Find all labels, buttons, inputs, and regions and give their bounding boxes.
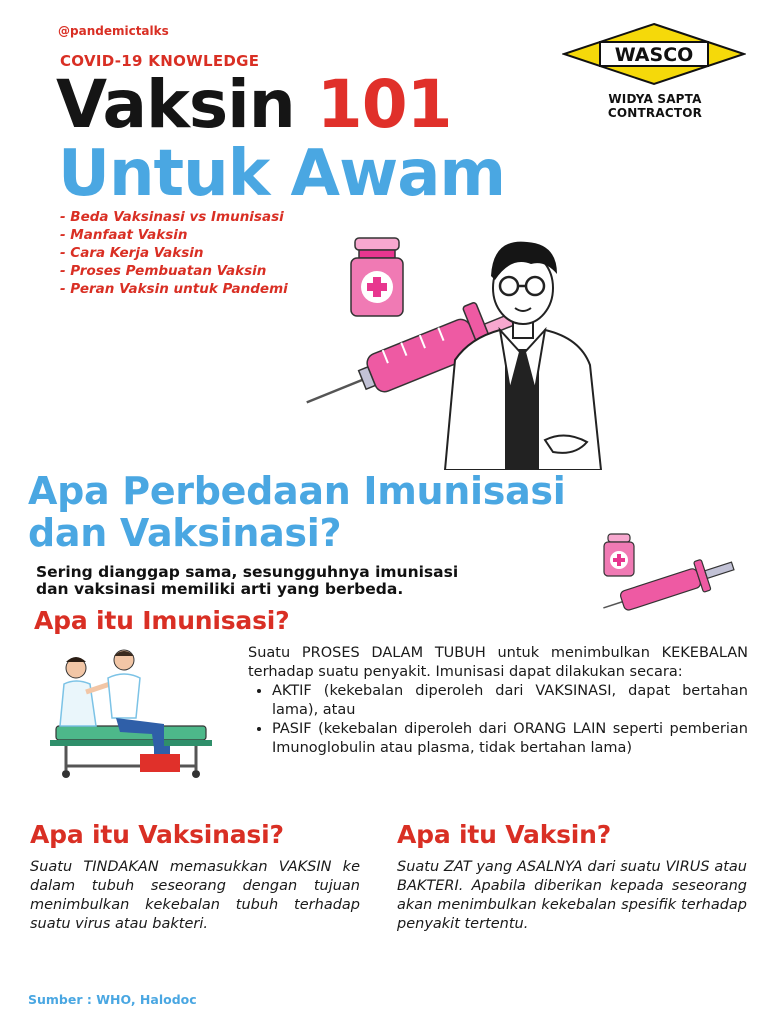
imunisasi-type-item: • PASIF (kekebalan diperoleh dari ORANG LAIN seperti pemberian Imunoglobulin atau plasma, tidak bertahan lama) [272, 720, 748, 758]
topic-item: - Manfaat Vaksin [60, 227, 188, 243]
difference-heading-line1: Apa Perbedaan Imunisasi [28, 469, 566, 513]
main-title-line1 [56, 66, 452, 143]
imunisasi-heading: Apa itu Imunisasi? [34, 606, 290, 635]
topic-item: - Beda Vaksinasi vs Imunisasi [60, 209, 284, 225]
logo-subtitle: WIDYA SAPTA CONTRACTOR [607, 92, 703, 120]
topic-item: - Cara Kerja Vaksin [60, 245, 204, 261]
wasco-logo [562, 22, 746, 86]
small-syringe-illustration [598, 530, 743, 612]
logo-wordmark: WASCO [614, 44, 694, 66]
difference-heading [28, 470, 565, 554]
imunisasi-type-item: • AKTIF (kekebalan diperoleh dari VAKSINASI, dapat bertahan lama), atau [272, 682, 748, 720]
vaksinasi-definition: Suatu TINDAKAN memasukkan VAKSIN ke dalam tubuh seseorang dengan tujuan menimbulkan kekebalan tubuh terhadap suatu virus atau bakteri. [30, 859, 360, 932]
social-handle: @pandemictalks [58, 24, 169, 38]
vaksin-heading: Apa itu Vaksin? [397, 820, 612, 849]
source-credit: Sumber : WHO, Halodoc [28, 992, 197, 1007]
imunisasi-types [248, 682, 748, 758]
doctor-syringe-illustration [295, 230, 615, 470]
difference-intro [36, 564, 576, 598]
topic-item: - Proses Pembuatan Vaksin [60, 263, 267, 279]
difference-heading-line2: dan Vaksinasi? [28, 511, 342, 555]
title-vaksin: Vaksin [56, 66, 317, 143]
vaksinasi-heading: Apa itu Vaksinasi? [30, 820, 284, 849]
intro-line1: Sering dianggap sama, sesungguhnya imunisasi [36, 563, 459, 581]
topic-list [60, 208, 288, 298]
patient-injection-illustration [36, 648, 236, 783]
vaksin-definition: Suatu ZAT yang ASALNYA dari suatu VIRUS atau BAKTERI. Apabila diberikan kepada seseorang akan menimbulkan kekebalan spesifik terhadap penyakit tertentu. [397, 859, 747, 932]
main-title-line2: Untuk Awam [58, 137, 506, 211]
title-101: 101 [316, 66, 452, 143]
intro-line2: dan vaksinasi memiliki arti yang berbeda. [36, 580, 404, 598]
kicker-label: COVID-19 KNOWLEDGE [60, 52, 260, 70]
topic-item: - Peran Vaksin untuk Pandemi [60, 281, 288, 297]
imunisasi-body [248, 644, 748, 758]
imunisasi-definition: Suatu PROSES DALAM TUBUH untuk menimbulkan KEKEBALAN terhadap suatu penyakit. Imunisasi dapat dilakukan secara: [248, 645, 748, 680]
